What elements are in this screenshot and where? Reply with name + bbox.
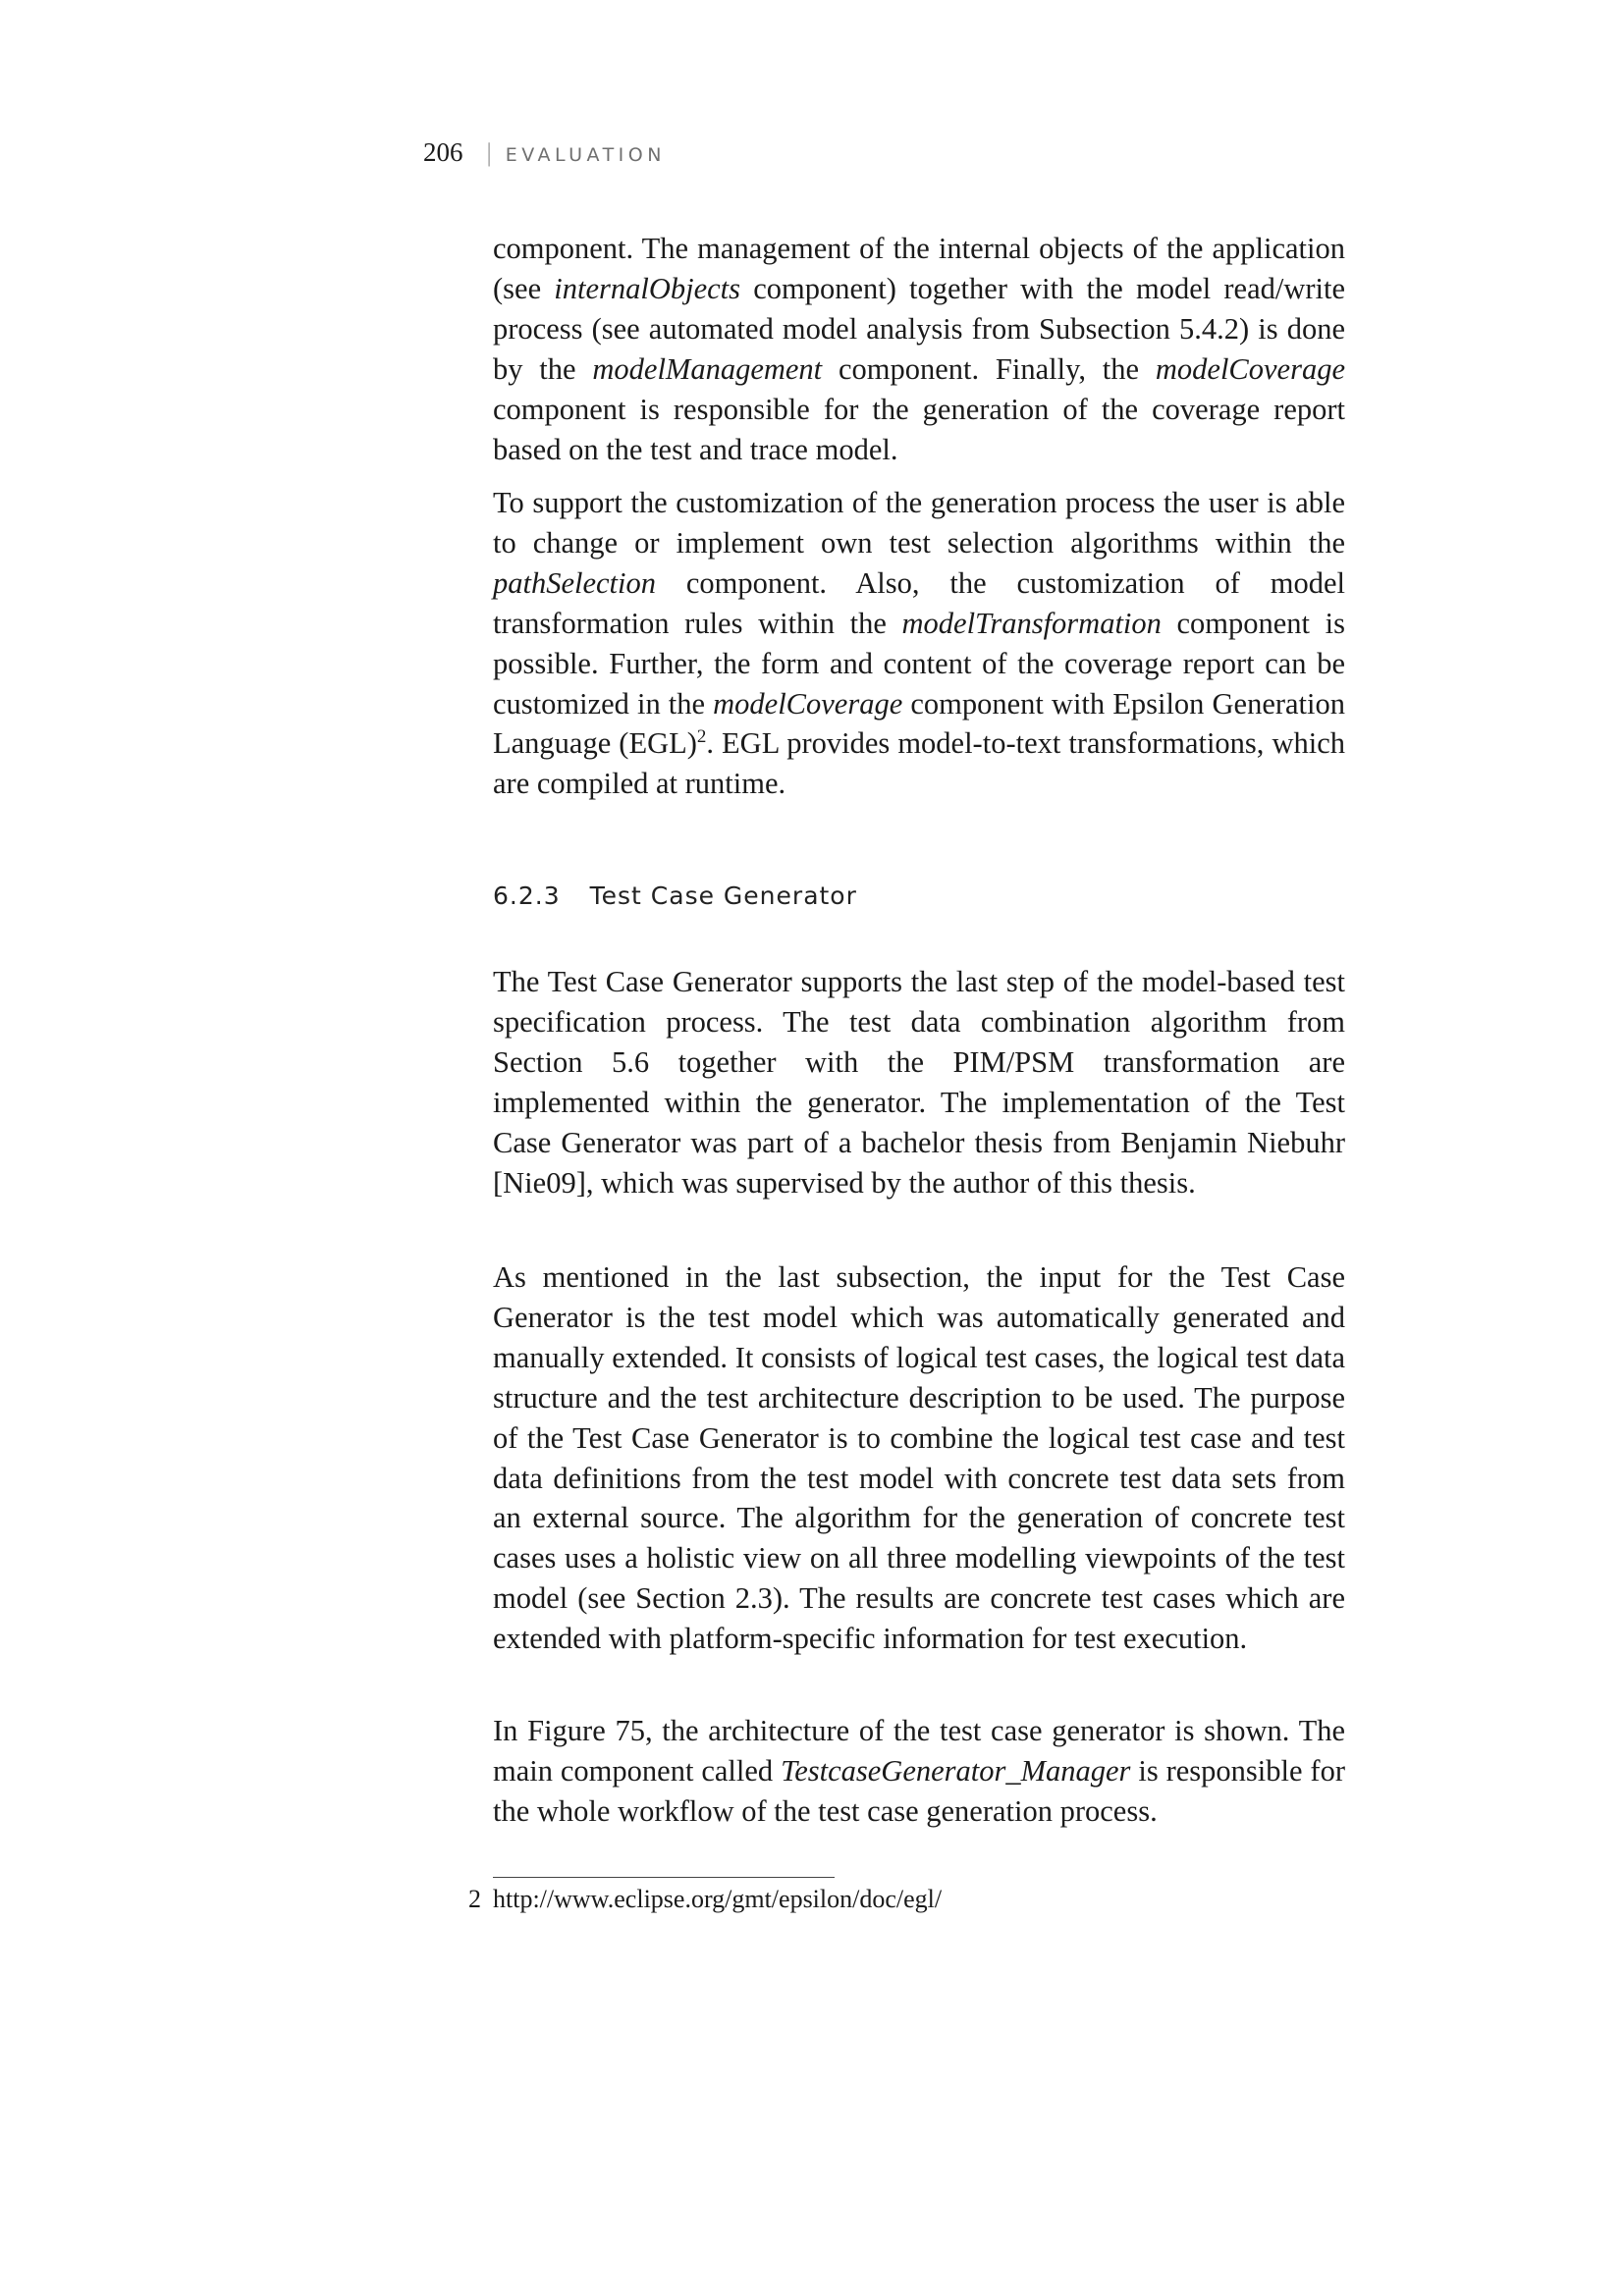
header-separator: | [486, 138, 492, 167]
component-name: pathSelection [493, 565, 657, 600]
component-name: internalObjects [554, 271, 741, 305]
paragraph-5 [493, 1711, 1345, 1832]
paragraph-1 [493, 229, 1345, 469]
paragraph-3: The Test Case Generator supports the last step of the model-based test specification process. The test data combination algorithm from Section 5.6 together with the PIM/PSM transformation are implemented within the generator. The implementation of the Test Case Generator was part of a bachelor thesis from Benjamin Niebuhr [Nie09], which was supervised by the author of this thesis. [493, 965, 1345, 1200]
section-title: Test Case Generator [589, 881, 857, 910]
text-run: component is responsible for the generation of the coverage report based on the test and trace model. [493, 392, 1345, 466]
footnote-rule [493, 1877, 835, 1878]
text-run: component. Finally, the [822, 351, 1156, 386]
text-run: is responsible for the whole workflow of the test case generation process. [493, 1753, 1345, 1828]
section-heading [493, 881, 857, 910]
component-name: modelCoverage [1155, 351, 1346, 386]
footnote-ref[interactable]: 2 [696, 726, 707, 748]
text-run: In Figure 75, the architecture of the test case generator is shown. The main component called [493, 1714, 1345, 1788]
text-run: component) together with the model read/write process (see automated model analysis from Subsection 5.4.2) is done by the [493, 271, 1346, 386]
running-header [423, 137, 666, 177]
component-name: modelCoverage [713, 686, 903, 721]
section-number: 6.2.3 [493, 881, 561, 910]
running-title: EVALUATION [505, 144, 666, 166]
footnote [468, 1885, 942, 1914]
paragraph-4: As mentioned in the last subsection, the input for the Test Case Generator is the test model which was automatically generated and manually extended. It consists of logical test cases, the logical test data structure and the test architecture description to be used. The purpose of the Test Case Generator is to combine the logical test case and test data definitions from the test model with concrete test data sets from an external source. The algorithm for the generation of concrete test cases uses a holistic view on all three modelling viewpoints of the test model (see Section 2.3). The results are concrete test cases which are extended with platform-specific information for test execution. [493, 1260, 1345, 1656]
text-run: component. Also, the customization of model transformation rules within the [493, 565, 1345, 640]
footnote-mark: 2 [468, 1885, 481, 1913]
page-number: 206 [423, 137, 463, 167]
text-run: . EGL provides model-to-text transformations, which are compiled at runtime. [493, 726, 1346, 801]
text-run: component with Epsilon Generation Language (EGL) [493, 686, 1345, 761]
component-name: modelManagement [592, 351, 823, 386]
paragraph-2 [493, 483, 1345, 804]
text-run: component is possible. Further, the form and content of the coverage report can be customized in the [493, 606, 1345, 721]
text-run: component. The management of the internal objects of the application (see [493, 232, 1345, 305]
footnote-url[interactable]: http://www.eclipse.org/gmt/epsilon/doc/egl/ [493, 1885, 943, 1913]
component-name: TestcaseGenerator_Manager [781, 1753, 1131, 1788]
component-name: modelTransformation [901, 606, 1162, 640]
text-run: To support the customization of the generation process the user is able to change or implement own test selection algorithms within the [493, 486, 1345, 560]
